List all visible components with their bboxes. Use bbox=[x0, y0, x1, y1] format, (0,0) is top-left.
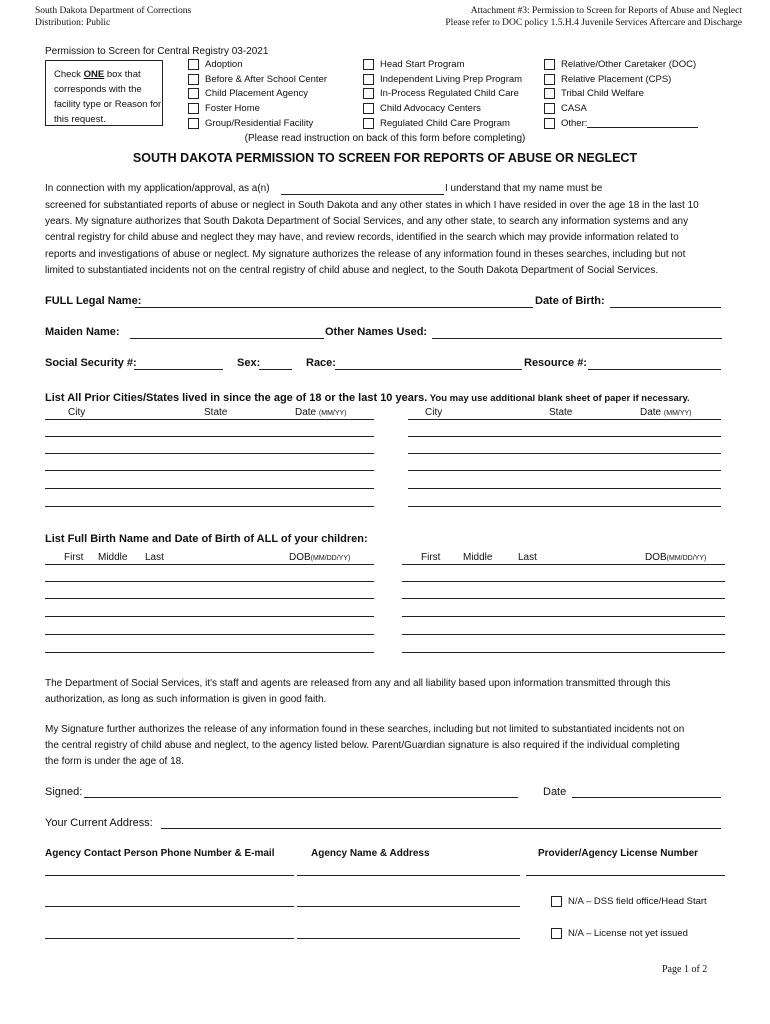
option-na-license[interactable]: N/A – License not yet issued bbox=[551, 928, 688, 939]
option-before-after-school[interactable]: Before & After School Center bbox=[188, 74, 327, 85]
other-names-input[interactable] bbox=[432, 338, 722, 339]
col-first-left: First bbox=[64, 552, 84, 563]
sex-label: Sex: bbox=[237, 357, 261, 369]
children-right-row-line[interactable] bbox=[402, 634, 725, 635]
col-last-right: Last bbox=[518, 552, 537, 563]
option-independent-living[interactable]: Independent Living Prep Program bbox=[363, 74, 522, 85]
children-left-row-line[interactable] bbox=[45, 652, 374, 653]
col-middle-right: Middle bbox=[463, 552, 493, 563]
instruction-line-2: corresponds with the bbox=[54, 84, 142, 95]
header-distribution: Distribution: Public bbox=[35, 18, 111, 28]
checkbox[interactable] bbox=[363, 118, 374, 129]
option-casa[interactable]: CASA bbox=[544, 103, 587, 114]
checkbox[interactable] bbox=[363, 59, 374, 70]
option-relative-placement[interactable]: Relative Placement (CPS) bbox=[544, 74, 671, 85]
agency-contact-label: Agency Contact Person Phone Number & E-mail bbox=[45, 848, 275, 859]
checkbox[interactable] bbox=[188, 103, 199, 114]
other-input-line[interactable] bbox=[587, 127, 698, 128]
children-left-header-line bbox=[45, 564, 374, 565]
option-relative-caretaker[interactable]: Relative/Other Caretaker (DOC) bbox=[544, 59, 696, 70]
signed-label: Signed: bbox=[45, 786, 83, 798]
col-middle-left: Middle bbox=[98, 552, 128, 563]
col-city-right: City bbox=[425, 407, 443, 418]
checkbox[interactable] bbox=[363, 103, 374, 114]
instruction-line-3: facility type or Reason for bbox=[54, 99, 162, 110]
col-dob-left: DOB(MM/DD/YY) bbox=[289, 552, 351, 563]
instruction-line-1: box that bbox=[106, 69, 141, 80]
cities-right-row-line[interactable] bbox=[408, 453, 721, 454]
option-group-residential[interactable]: Group/Residential Facility bbox=[188, 118, 313, 129]
date-label: Date bbox=[543, 786, 567, 798]
checkbox[interactable] bbox=[544, 118, 555, 129]
checkbox[interactable] bbox=[551, 896, 562, 907]
col-city-left: City bbox=[68, 407, 86, 418]
cities-right-row-line[interactable] bbox=[408, 488, 721, 489]
checkbox[interactable] bbox=[544, 88, 555, 99]
cities-left-header-line bbox=[45, 419, 374, 420]
dob-input[interactable] bbox=[610, 307, 721, 308]
checkbox[interactable] bbox=[363, 74, 374, 85]
ssn-input[interactable] bbox=[134, 369, 223, 370]
col-dob-right: DOB(MM/DD/YY) bbox=[645, 552, 707, 563]
children-left-row-line[interactable] bbox=[45, 581, 374, 582]
checkbox[interactable] bbox=[363, 88, 374, 99]
option-other[interactable]: Other: bbox=[544, 118, 587, 129]
registry-title: Permission to Screen for Central Registry 03-2021 bbox=[45, 46, 269, 57]
intro-text-end: I understand that my name must be bbox=[445, 183, 603, 194]
header-policy-ref: Please refer to DOC policy 1.5.H.4 Juvenile Services Aftercare and Discharge bbox=[445, 18, 742, 28]
ssn-label: Social Security #: bbox=[45, 357, 137, 369]
cities-right-row-line[interactable] bbox=[408, 436, 721, 437]
agency-name-input-2[interactable] bbox=[297, 906, 520, 907]
intro-text-start: In connection with my application/approval, as a(n) bbox=[45, 183, 270, 194]
option-child-advocacy[interactable]: Child Advocacy Centers bbox=[363, 103, 481, 114]
intro-paragraph: screened for substantiated reports of abuse or neglect in South Dakota and any other states in which I have resided in over the age 18 in the last 10 years. My signature authorizes that South Dakota Department of Social Services, and any other state, to search any information systems and any central registry for child abuse and neglect they may have, and review records, identified in the search which may provide information related to reports and investigations of abuse or neglect. My signature authorizes the release of any information found in theses searches, including but not limited to substantiated incidents not on the central registry of child abuse and neglect, to the South Dakota Department of Social Services. bbox=[45, 200, 699, 276]
children-right-row-line[interactable] bbox=[402, 652, 725, 653]
application-type-line[interactable] bbox=[281, 194, 444, 195]
current-address-input[interactable] bbox=[161, 828, 721, 829]
checkbox[interactable] bbox=[544, 103, 555, 114]
instruction-line-4: this request. bbox=[54, 114, 106, 125]
children-heading: List Full Birth Name and Date of Birth of ALL of your children: bbox=[45, 533, 368, 545]
instruction-pre: Check bbox=[54, 69, 84, 80]
sex-input[interactable] bbox=[259, 369, 292, 370]
agency-name-input-3[interactable] bbox=[297, 938, 520, 939]
release-paragraph-2: My Signature further authorizes the release of any information found in these searches, including but not limited to substantiated incidents not on the central registry of child abuse and neglect, to the agency listed below. Parent/Guardian signature is also required if the individual completing the form is under the age of 18. bbox=[45, 724, 685, 768]
children-right-row-line[interactable] bbox=[402, 616, 725, 617]
checkbox[interactable] bbox=[188, 88, 199, 99]
children-right-row-line[interactable] bbox=[402, 598, 725, 599]
cities-left-row-line[interactable] bbox=[45, 453, 374, 454]
agency-contact-input-3[interactable] bbox=[45, 938, 294, 939]
children-left-row-line[interactable] bbox=[45, 598, 374, 599]
signature-date-input[interactable] bbox=[572, 797, 721, 798]
checkbox[interactable] bbox=[188, 74, 199, 85]
checkbox[interactable] bbox=[544, 59, 555, 70]
full-name-label: FULL Legal Name: bbox=[45, 295, 142, 307]
current-address-label: Your Current Address: bbox=[45, 817, 153, 829]
option-regulated-child-care[interactable]: Regulated Child Care Program bbox=[363, 118, 510, 129]
cities-left-row-line[interactable] bbox=[45, 488, 374, 489]
read-instruction-note: (Please read instruction on back of this form before completing) bbox=[244, 133, 526, 144]
col-first-right: First bbox=[421, 552, 441, 563]
agency-license-label: Provider/Agency License Number bbox=[538, 848, 699, 859]
full-name-input[interactable] bbox=[135, 307, 533, 308]
instruction-box bbox=[45, 60, 163, 126]
option-na-dss[interactable]: N/A – DSS field office/Head Start bbox=[551, 896, 707, 907]
signature-input[interactable] bbox=[84, 797, 518, 798]
checkbox[interactable] bbox=[551, 928, 562, 939]
children-left-row-line[interactable] bbox=[45, 616, 374, 617]
cities-left-row-line[interactable] bbox=[45, 470, 374, 471]
maiden-name-label: Maiden Name: bbox=[45, 326, 120, 338]
agency-name-label: Agency Name & Address bbox=[311, 848, 430, 859]
cities-left-row-line[interactable] bbox=[45, 506, 374, 507]
col-date-right: Date (MM/YY) bbox=[640, 407, 692, 418]
maiden-name-input[interactable] bbox=[130, 338, 324, 339]
resource-label: Resource #: bbox=[524, 357, 587, 369]
checkbox[interactable] bbox=[188, 59, 199, 70]
release-paragraph-1: The Department of Social Services, it's staff and agents are released from any and all liability based upon information transmitted through this authorization, as long as such information is given in good faith. bbox=[45, 678, 671, 706]
col-state-right: State bbox=[549, 407, 573, 418]
option-child-placement-agency[interactable]: Child Placement Agency bbox=[188, 88, 308, 99]
agency-name-input[interactable] bbox=[297, 875, 520, 876]
dob-label: Date of Birth: bbox=[535, 295, 605, 307]
option-head-start[interactable]: Head Start Program bbox=[363, 59, 464, 70]
cities-left-row-line[interactable] bbox=[45, 436, 374, 437]
header-attachment: Attachment #3: Permission to Screen for Reports of Abuse and Neglect bbox=[470, 6, 742, 16]
col-last-left: Last bbox=[145, 552, 164, 563]
checkbox[interactable] bbox=[188, 118, 199, 129]
resource-input[interactable] bbox=[588, 369, 721, 370]
cities-right-row-line[interactable] bbox=[408, 470, 721, 471]
race-label: Race: bbox=[306, 357, 336, 369]
checkbox[interactable] bbox=[544, 74, 555, 85]
children-right-row-line[interactable] bbox=[402, 581, 725, 582]
race-input[interactable] bbox=[335, 369, 522, 370]
agency-contact-input-2[interactable] bbox=[45, 906, 294, 907]
option-in-process-child-care[interactable]: In-Process Regulated Child Care bbox=[363, 88, 519, 99]
children-right-header-line bbox=[402, 564, 725, 565]
col-date-left: Date (MM/YY) bbox=[295, 407, 347, 418]
page-number: Page 1 of 2 bbox=[662, 964, 708, 975]
cities-right-header-line bbox=[408, 419, 721, 420]
prior-cities-heading: List All Prior Cities/States lived in since the age of 18 or the last 10 years. You may use additional blank sheet of paper if necessary. bbox=[45, 392, 690, 404]
option-tribal-child-welfare[interactable]: Tribal Child Welfare bbox=[544, 88, 644, 99]
header-dept: South Dakota Department of Corrections bbox=[35, 6, 192, 16]
other-names-label: Other Names Used: bbox=[325, 326, 428, 338]
agency-license-input[interactable] bbox=[526, 875, 725, 876]
cities-right-row-line[interactable] bbox=[408, 506, 721, 507]
instruction-emphasis: ONE bbox=[83, 69, 105, 80]
option-foster-home[interactable]: Foster Home bbox=[188, 103, 260, 114]
option-adoption[interactable]: Adoption bbox=[188, 59, 243, 70]
main-title: SOUTH DAKOTA PERMISSION TO SCREEN FOR REPORTS OF ABUSE OR NEGLECT bbox=[132, 151, 638, 165]
agency-contact-input[interactable] bbox=[45, 875, 294, 876]
col-state-left: State bbox=[204, 407, 228, 418]
children-left-row-line[interactable] bbox=[45, 634, 374, 635]
